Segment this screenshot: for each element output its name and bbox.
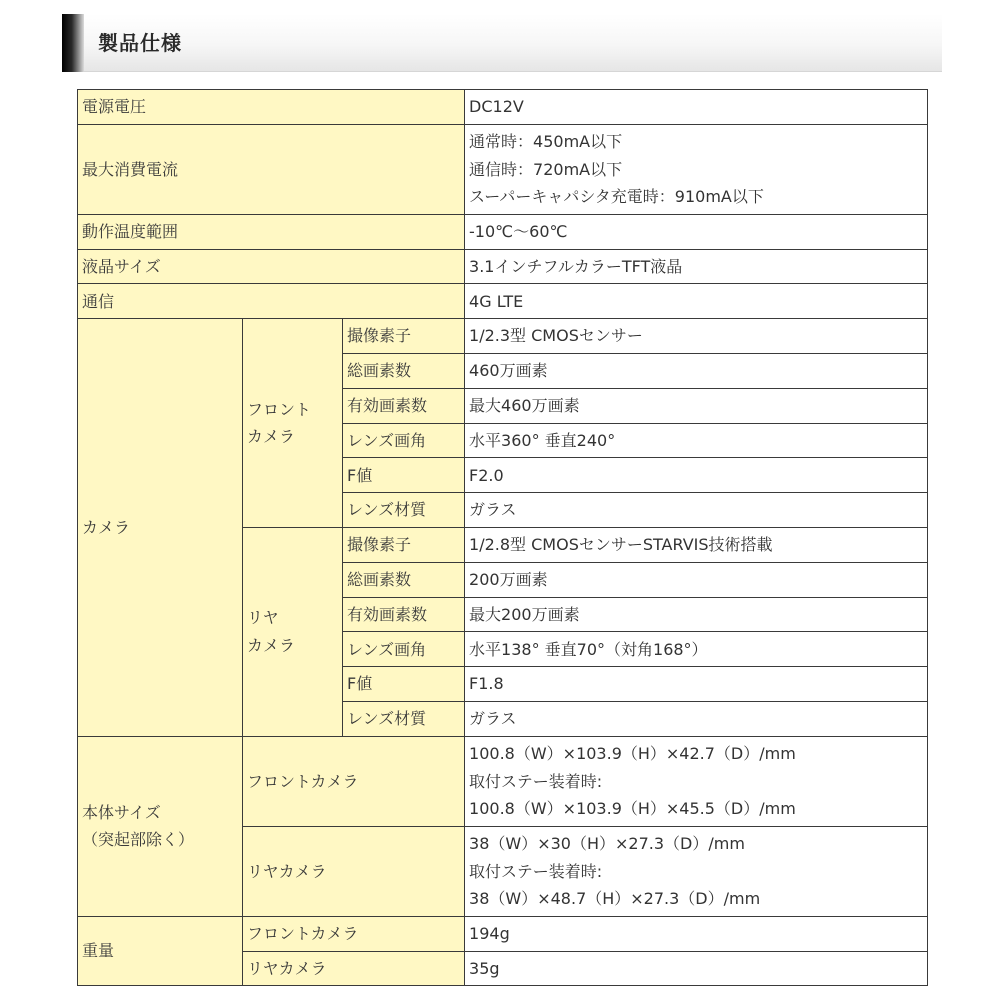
spec-label: レンズ材質 (343, 701, 465, 736)
spec-value: 200万画素 (465, 562, 928, 597)
spec-label: レンズ材質 (343, 493, 465, 528)
table-row (78, 916, 928, 951)
rear-camera-label-line: カメラ (247, 635, 296, 655)
spec-label: 液晶サイズ (78, 249, 465, 284)
spec-table (77, 89, 928, 986)
spec-value: 3.1インチフルカラーTFT液晶 (465, 249, 928, 284)
body-size-label-line: （突起部除く） (82, 830, 195, 850)
spec-value: F1.8 (465, 667, 928, 702)
spec-label: 撮像素子 (343, 319, 465, 354)
body-size-label-line: 本体サイズ (82, 802, 161, 822)
front-camera-label-line: フロント (247, 399, 312, 419)
spec-label: F値 (343, 458, 465, 493)
spec-value-line: 100.8（W）×103.9（H）×42.7（D）/mm (469, 744, 796, 763)
header-accent-bar (62, 14, 84, 72)
table-row (78, 90, 928, 125)
spec-value-line: 38（W）×48.7（H）×27.3（D）/mm (469, 889, 761, 908)
front-camera-label (243, 319, 343, 528)
spec-value: 最大460万画素 (465, 388, 928, 423)
spec-label: 総画素数 (343, 353, 465, 388)
spec-value-line: 100.8（W）×103.9（H）×45.5（D）/mm (469, 799, 796, 818)
spec-label: レンズ画角 (343, 423, 465, 458)
table-row (78, 736, 928, 826)
spec-label: リヤカメラ (243, 951, 465, 986)
spec-value-line: 通常時：450mA以下 (469, 132, 623, 152)
spec-value-line: 38（W）×30（H）×27.3（D）/mm (469, 834, 745, 853)
spec-label: 通信 (78, 284, 465, 319)
spec-value: 水平138° 垂直70°（対角168°） (465, 632, 928, 667)
section-title: 製品仕様 (98, 31, 182, 55)
spec-value: -10℃～60℃ (465, 214, 928, 249)
spec-value: 最大200万画素 (465, 597, 928, 632)
rear-camera-label (243, 527, 343, 736)
spec-label: 有効画素数 (343, 597, 465, 632)
spec-value: ガラス (465, 493, 928, 528)
spec-value (465, 826, 928, 916)
spec-value: 1/2.3型 CMOSセンサー (465, 319, 928, 354)
front-camera-label-line: カメラ (247, 427, 296, 447)
weight-label: 重量 (78, 916, 243, 986)
spec-value-line: 取付ステー装着時: (469, 861, 603, 881)
spec-value: 35g (465, 951, 928, 986)
spec-value (465, 736, 928, 826)
spec-label: フロントカメラ (243, 736, 465, 826)
table-row (78, 249, 928, 284)
spec-value (465, 124, 928, 214)
spec-value: DC12V (465, 90, 928, 125)
spec-value-line: スーパーキャパシタ充電時：910mA以下 (469, 187, 764, 207)
spec-value-line: 取付ステー装着時: (469, 771, 603, 791)
spec-label: フロントカメラ (243, 916, 465, 951)
spec-value: ガラス (465, 701, 928, 736)
spec-label: 総画素数 (343, 562, 465, 597)
spec-value: 水平360° 垂直240° (465, 423, 928, 458)
rear-camera-label-line: リヤ (247, 608, 279, 628)
camera-label: カメラ (78, 319, 243, 737)
spec-label: 電源電圧 (78, 90, 465, 125)
table-row (78, 214, 928, 249)
spec-value: 194g (465, 916, 928, 951)
spec-value: 4G LTE (465, 284, 928, 319)
spec-value: 1/2.8型 CMOSセンサーSTARVIS技術搭載 (465, 527, 928, 562)
table-row (78, 124, 928, 214)
section-header (62, 14, 942, 72)
spec-value: 460万画素 (465, 353, 928, 388)
spec-value-line: 通信時：720mA以下 (469, 159, 623, 179)
spec-label: 有効画素数 (343, 388, 465, 423)
spec-label: 動作温度範囲 (78, 214, 465, 249)
spec-label: リヤカメラ (243, 826, 465, 916)
body-size-label (78, 736, 243, 916)
spec-value: F2.0 (465, 458, 928, 493)
spec-label: 撮像素子 (343, 527, 465, 562)
table-row (78, 319, 928, 354)
table-row (78, 284, 928, 319)
spec-label: F値 (343, 667, 465, 702)
spec-label: 最大消費電流 (78, 124, 465, 214)
spec-label: レンズ画角 (343, 632, 465, 667)
